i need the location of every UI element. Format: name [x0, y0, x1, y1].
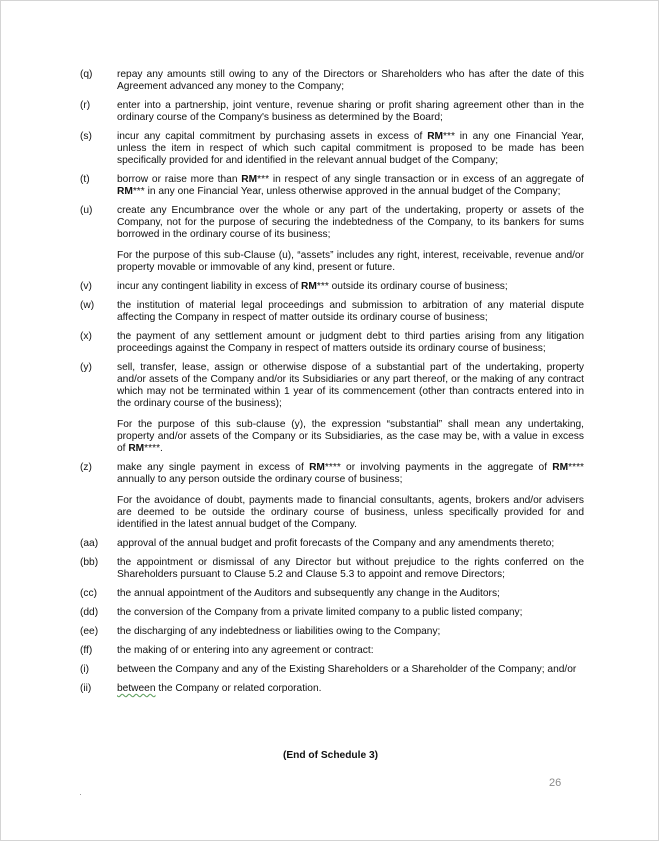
clause-item	[80, 645, 584, 657]
clause-text: the discharging of any indebtedness or liabilities owing to the Company;	[117, 626, 441, 637]
clause-body	[117, 205, 584, 274]
clause-text: *** in respect of any single transaction or in excess of an aggregate of	[257, 174, 584, 185]
clause-body	[117, 683, 584, 695]
clause-text: the conversion of the Company from a private limited company to a public listed company;	[117, 607, 523, 618]
clause-text: ****.	[144, 443, 163, 454]
clause-body	[117, 362, 584, 455]
clause-paragraph	[117, 495, 584, 531]
clause-body	[117, 588, 584, 600]
clause-paragraph	[117, 588, 584, 600]
clause-label: (w)	[80, 300, 95, 311]
clause-paragraph	[117, 419, 584, 455]
clause-text: **** or involving payments in the aggregate of	[324, 462, 553, 473]
clause-text: For the purpose of this sub-clause (y), the expression “substantial” shall mean any undertaking, property and/or assets of the Company or its Subsidiaries, as the case may be, with a value in excess of	[117, 419, 584, 454]
clause-text: enter into a partnership, joint venture, revenue sharing or profit sharing agreement other than in the ordinary course of the Company's business as determined by the Board;	[117, 100, 584, 123]
clause-body	[117, 131, 584, 167]
clause-paragraph	[117, 250, 584, 274]
page-number: 26	[549, 777, 562, 789]
currency-term: RM	[427, 131, 444, 142]
clause-paragraph	[117, 664, 584, 676]
clause-paragraph	[117, 69, 584, 93]
clause-text: between the Company and any of the Existing Shareholders or a Shareholder of the Company; and/or	[117, 664, 577, 675]
clause-list	[80, 69, 584, 702]
clause-item	[80, 462, 584, 531]
clause-paragraph	[117, 557, 584, 581]
currency-term: RM	[241, 174, 258, 185]
clause-item	[80, 588, 584, 600]
clause-paragraph	[117, 300, 584, 324]
clause-item	[80, 100, 584, 124]
clause-text: For the avoidance of doubt, payments made to financial consultants, agents, brokers and/or advisers are deemed to be outside the ordinary course of business, unless specifically provided for and identified in the latest annual budget of the Company.	[117, 495, 584, 530]
currency-term: RM	[301, 281, 317, 292]
clause-item	[80, 69, 584, 93]
clause-item	[80, 131, 584, 167]
currency-term: RM	[552, 462, 569, 473]
clause-text: For the purpose of this sub-Clause (u), “assets” includes any right, interest, receivable, revenue and/or property movable or immovable of any kind, present or future.	[117, 250, 584, 273]
clause-text: incur any capital commitment by purchasing assets in excess of	[117, 131, 428, 142]
grammar-flagged-word: between	[117, 683, 156, 694]
clause-label: (r)	[80, 100, 91, 111]
clause-label: (aa)	[80, 538, 99, 549]
clause-paragraph	[117, 131, 584, 167]
clause-item	[80, 664, 584, 676]
clause-label: (t)	[80, 174, 90, 185]
currency-term: RM	[117, 186, 133, 197]
clause-paragraph	[117, 645, 584, 657]
clause-label: (q)	[80, 69, 93, 80]
footer-mark	[80, 794, 81, 795]
clause-body	[117, 538, 584, 550]
clause-label: (y)	[80, 362, 92, 373]
clause-text: **** annually to any person outside the ordinary course of business;	[117, 462, 584, 485]
clause-body	[117, 607, 584, 619]
clause-label: (ii)	[80, 683, 92, 694]
clause-text: the payment of any settlement amount or judgment debt to third parties arising from any litigation proceedings against the Company in respect of matters outside its ordinary course of business;	[117, 331, 584, 354]
clause-item	[80, 281, 584, 293]
clause-paragraph	[117, 331, 584, 355]
clause-body	[117, 557, 584, 581]
clause-item	[80, 607, 584, 619]
clause-text: make any single payment in excess of	[117, 462, 310, 473]
clause-text: *** in any one Financial Year, unless the item in respect of which such capital commitment is proposed to be made has been specifically provided for and identified in the relevant annual budget of the Company;	[117, 131, 585, 166]
clause-body	[117, 626, 584, 638]
clause-item	[80, 626, 584, 638]
clause-paragraph	[117, 100, 584, 124]
clause-text: the making of or entering into any agreement or contract:	[117, 645, 374, 656]
clause-item	[80, 174, 584, 198]
clause-text: incur any contingent liability in excess of	[117, 281, 302, 292]
clause-body	[117, 300, 584, 324]
end-of-schedule-note: (End of Schedule 3)	[282, 750, 379, 761]
clause-paragraph	[117, 205, 584, 241]
clause-label: (i)	[80, 664, 90, 675]
clause-paragraph	[117, 538, 584, 550]
clause-item	[80, 538, 584, 550]
clause-label: (ee)	[80, 626, 99, 637]
clause-item	[80, 362, 584, 455]
clause-paragraph	[117, 683, 584, 695]
clause-label: (x)	[80, 331, 92, 342]
clause-body	[117, 645, 584, 657]
clause-item	[80, 331, 584, 355]
clause-label: (z)	[80, 462, 92, 473]
clause-paragraph	[117, 362, 584, 410]
clause-text: sell, transfer, lease, assign or otherwise dispose of a substantial part of the undertaking, property and/or assets of the Company and/or its Subsidiaries or any part thereof, or the making of any contract which may not be terminated within 1 year of its commencement (other than contracts entered into in the ordinary course of the business);	[117, 362, 584, 409]
clause-body	[117, 174, 584, 198]
clause-label: (u)	[80, 205, 93, 216]
clause-label: (cc)	[80, 588, 97, 599]
clause-body	[117, 69, 584, 93]
clause-body	[117, 664, 584, 676]
clause-label: (dd)	[80, 607, 99, 618]
clause-body	[117, 281, 584, 293]
clause-paragraph	[117, 174, 584, 198]
clause-text: the annual appointment of the Auditors and subsequently any change in the Auditors;	[117, 588, 500, 599]
clause-body	[117, 331, 584, 355]
clause-paragraph	[117, 607, 584, 619]
clause-item	[80, 205, 584, 274]
clause-label: (v)	[80, 281, 92, 292]
clause-text: the Company or related corporation.	[155, 683, 322, 694]
clause-text: create any Encumbrance over the whole or any part of the undertaking, property or assets of the Company, not for the purpose of securing the indebtedness of the Company, to its bankers for sums borrowed in the ordinary course of its business;	[117, 205, 584, 240]
clause-item	[80, 300, 584, 324]
clause-label: (s)	[80, 131, 92, 142]
clause-paragraph	[117, 462, 584, 486]
currency-term: RM	[128, 443, 145, 454]
clause-body	[117, 462, 584, 531]
clause-paragraph	[117, 626, 584, 638]
clause-text: the institution of material legal proceedings and submission to arbitration of any material dispute affecting the Company in respect of matter outside its ordinary course of business;	[117, 300, 584, 323]
clause-text: approval of the annual budget and profit forecasts of the Company and any amendments thereto;	[117, 538, 555, 549]
clause-text: repay any amounts still owing to any of the Directors or Shareholders who has after the date of this Agreement advanced any money to the Company;	[117, 69, 584, 92]
clause-body	[117, 100, 584, 124]
clause-text: the appointment or dismissal of any Director but without prejudice to the rights conferred on the Shareholders pursuant to Clause 5.2 and Clause 5.3 to appoint and remove Directors;	[117, 557, 584, 580]
clause-item	[80, 557, 584, 581]
clause-label: (bb)	[80, 557, 99, 568]
currency-term: RM	[309, 462, 325, 473]
clause-text: *** outside its ordinary course of business;	[316, 281, 508, 292]
clause-item	[80, 683, 584, 695]
clause-paragraph	[117, 281, 584, 293]
clause-text: *** in any one Financial Year, unless otherwise approved in the annual budget of the Company;	[132, 186, 561, 197]
clause-label: (ff)	[80, 645, 93, 656]
clause-text: borrow or raise more than	[117, 174, 242, 185]
